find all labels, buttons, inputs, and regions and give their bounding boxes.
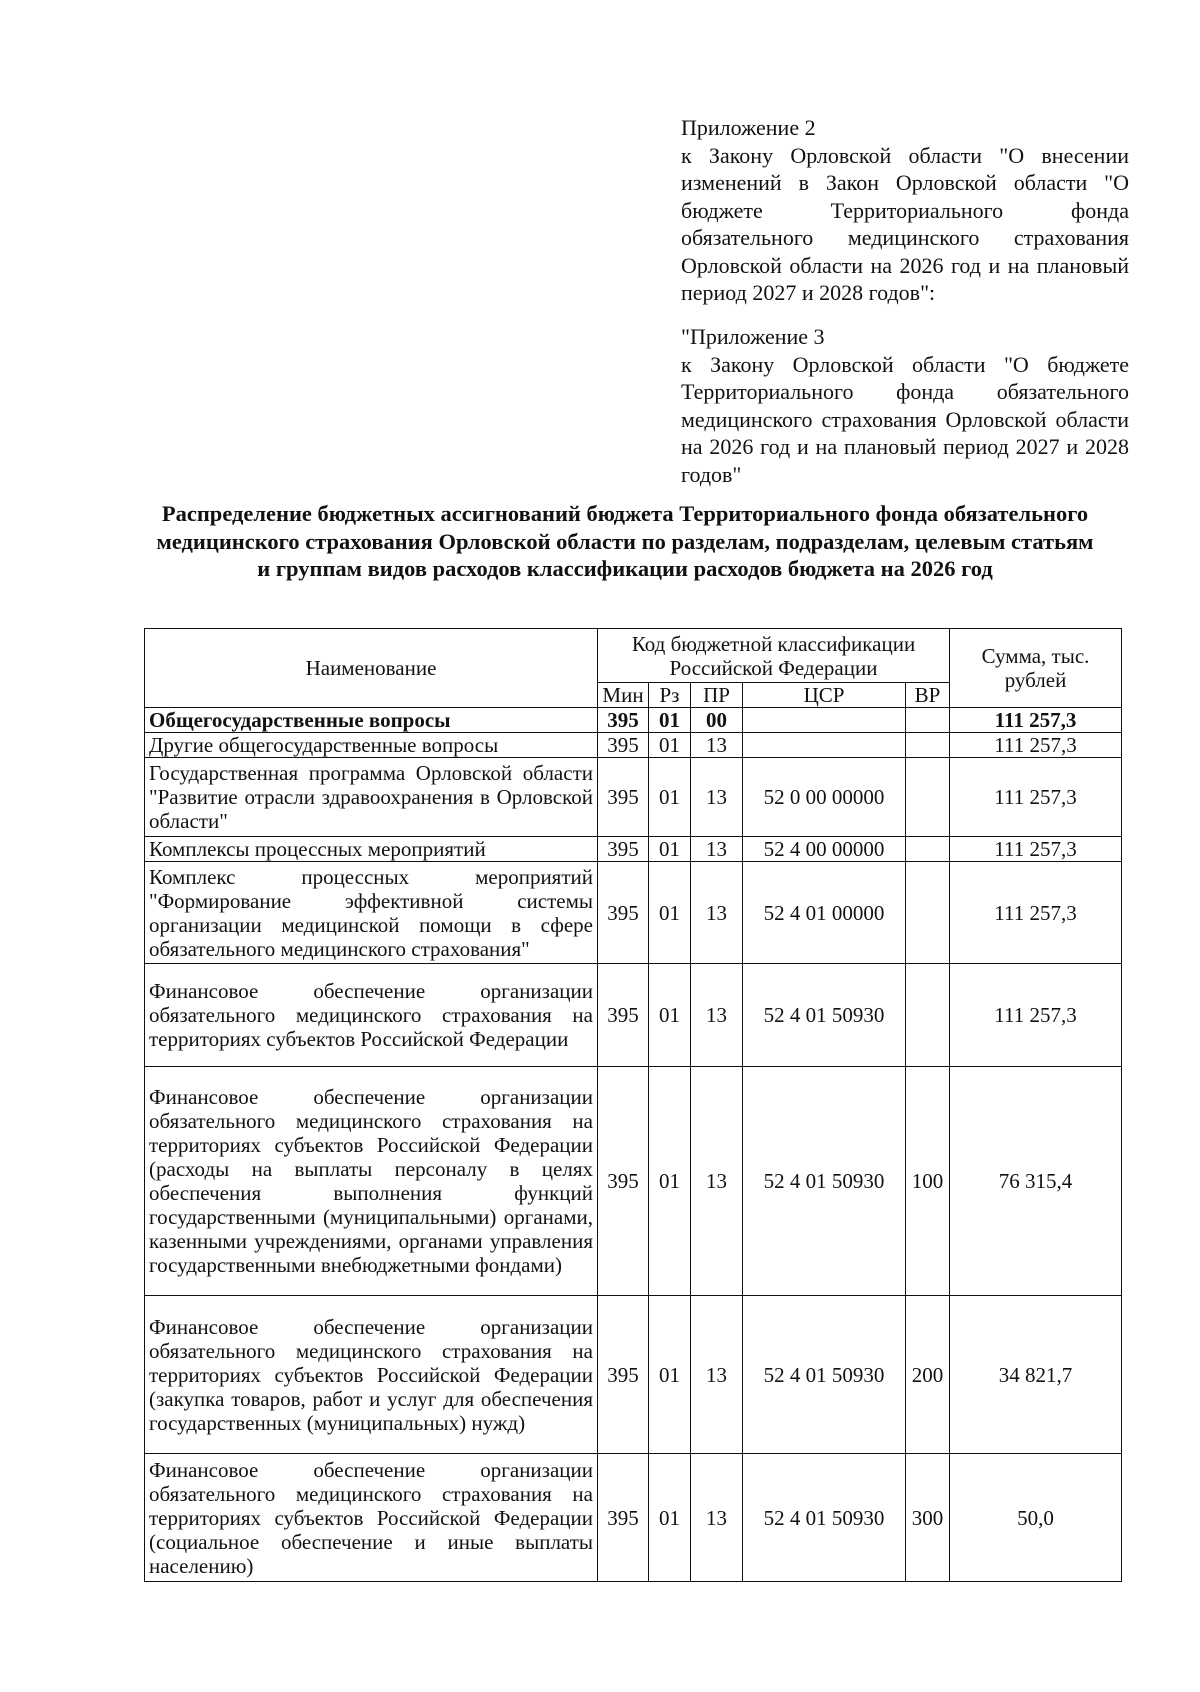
- header-sum: Сумма, тыс. рублей: [950, 629, 1122, 708]
- row-vr: 300: [906, 1454, 950, 1582]
- table-row: [145, 1296, 1122, 1454]
- row-sum: 50,0: [950, 1454, 1122, 1582]
- row-sum: 76 315,4: [950, 1067, 1122, 1296]
- row-vr: 100: [906, 1067, 950, 1296]
- row-pr: 13: [691, 1454, 743, 1582]
- row-name: Другие общегосударственные вопросы: [145, 733, 598, 758]
- row-min: 395: [598, 837, 649, 862]
- row-csr: 52 4 01 00000: [743, 862, 906, 964]
- row-name: Финансовое обеспечение организации обязательного медицинского страхования на территориях субъектов Российской Федерации (закупка товаров, работ и услуг для обеспечения государственных (муниципальных) нужд): [145, 1296, 598, 1454]
- row-min: 395: [598, 733, 649, 758]
- row-name: Финансовое обеспечение организации обязательного медицинского страхования на территориях субъектов Российской Федерации (расходы на выплаты персоналу в целях обеспечения выполнения функций государственными (муниципальными) органами, казенными учреждениями, органами управления государственными внебюджетными фондами): [145, 1067, 598, 1296]
- table-row: [145, 708, 1122, 733]
- row-pr: 13: [691, 837, 743, 862]
- table-row: [145, 964, 1122, 1067]
- row-min: 395: [598, 708, 649, 733]
- appendix-2-title: Приложение 2: [681, 115, 816, 140]
- row-csr: 52 4 01 50930: [743, 1067, 906, 1296]
- row-vr: [906, 964, 950, 1067]
- row-rz: 01: [649, 758, 691, 837]
- row-min: 395: [598, 758, 649, 837]
- row-pr: 13: [691, 1067, 743, 1296]
- row-name: Комплексы процессных мероприятий: [145, 837, 598, 862]
- header-code-group: Код бюджетной классификации Российской Федерации: [598, 629, 950, 683]
- row-pr: 00: [691, 708, 743, 733]
- budget-table: [144, 628, 1122, 1582]
- appendix-3-text: к Закону Орловской области "О бюджете Территориального фонда обязательного медицинского страхования Орловской области на 2026 год и на плановый период 2027 и 2028 годов": [681, 351, 1129, 487]
- table-row: [145, 1454, 1122, 1582]
- row-rz: 01: [649, 837, 691, 862]
- appendix-3-title: "Приложение 3: [681, 324, 825, 349]
- row-csr: 52 4 01 50930: [743, 964, 906, 1067]
- row-rz: 01: [649, 733, 691, 758]
- table-row: [145, 733, 1122, 758]
- table-row: [145, 1067, 1122, 1296]
- row-name: Финансовое обеспечение организации обязательного медицинского страхования на территориях субъектов Российской Федерации (социальное обеспечение и иные выплаты населению): [145, 1454, 598, 1582]
- row-csr: 52 0 00 00000: [743, 758, 906, 837]
- row-pr: 13: [691, 964, 743, 1067]
- row-csr: 52 4 01 50930: [743, 1454, 906, 1582]
- row-vr: [906, 708, 950, 733]
- row-pr: 13: [691, 758, 743, 837]
- table-row: [145, 758, 1122, 837]
- row-name: Государственная программа Орловской области "Развитие отрасли здравоохранения в Орловской области": [145, 758, 598, 837]
- row-csr: [743, 708, 906, 733]
- table-row: [145, 837, 1122, 862]
- appendix-2-text: к Закону Орловской области "О внесении изменений в Закон Орловской области "О бюджете Территориального фонда обязательного медицинского страхования Орловской области на 2026 год и на плановый период 2027 и 2028 годов":: [681, 142, 1129, 305]
- row-rz: 01: [649, 708, 691, 733]
- header-min: Мин: [598, 683, 649, 708]
- row-pr: 13: [691, 1296, 743, 1454]
- row-sum: 111 257,3: [950, 708, 1122, 733]
- row-name: Общегосударственные вопросы: [145, 708, 598, 733]
- row-sum: 111 257,3: [950, 862, 1122, 964]
- row-min: 395: [598, 862, 649, 964]
- row-csr: [743, 733, 906, 758]
- row-sum: 111 257,3: [950, 964, 1122, 1067]
- row-rz: 01: [649, 1454, 691, 1582]
- row-min: 395: [598, 1296, 649, 1454]
- header-name: Наименование: [145, 629, 598, 708]
- document-title: Распределение бюджетных ассигнований бюджета Территориального фонда обязательного медицинского страхования Орловской области по разделам, подразделам, целевым статьям и группам видов расходов классификации расходов бюджета на 2026 год: [156, 501, 1094, 581]
- row-pr: 13: [691, 733, 743, 758]
- row-min: 395: [598, 1454, 649, 1582]
- row-vr: [906, 837, 950, 862]
- row-vr: [906, 758, 950, 837]
- row-sum: 111 257,3: [950, 837, 1122, 862]
- row-sum: 111 257,3: [950, 758, 1122, 837]
- header-rz: Рз: [649, 683, 691, 708]
- row-csr: 52 4 01 50930: [743, 1296, 906, 1454]
- row-name: Комплекс процессных мероприятий "Формирование эффективной системы организации медицинской помощи в сфере обязательного медицинского страхования": [145, 862, 598, 964]
- row-vr: [906, 862, 950, 964]
- row-vr: 200: [906, 1296, 950, 1454]
- row-rz: 01: [649, 862, 691, 964]
- row-min: 395: [598, 1067, 649, 1296]
- appendix-2-block: [681, 114, 1129, 307]
- row-sum: 111 257,3: [950, 733, 1122, 758]
- row-sum: 34 821,7: [950, 1296, 1122, 1454]
- row-pr: 13: [691, 862, 743, 964]
- appendix-3-block: [681, 323, 1129, 488]
- row-name: Финансовое обеспечение организации обязательного медицинского страхования на территориях субъектов Российской Федерации: [145, 964, 598, 1067]
- header-vr: ВР: [906, 683, 950, 708]
- header-pr: ПР: [691, 683, 743, 708]
- table-row: [145, 862, 1122, 964]
- header-csr: ЦСР: [743, 683, 906, 708]
- row-min: 395: [598, 964, 649, 1067]
- row-rz: 01: [649, 964, 691, 1067]
- row-rz: 01: [649, 1067, 691, 1296]
- row-rz: 01: [649, 1296, 691, 1454]
- row-vr: [906, 733, 950, 758]
- row-csr: 52 4 00 00000: [743, 837, 906, 862]
